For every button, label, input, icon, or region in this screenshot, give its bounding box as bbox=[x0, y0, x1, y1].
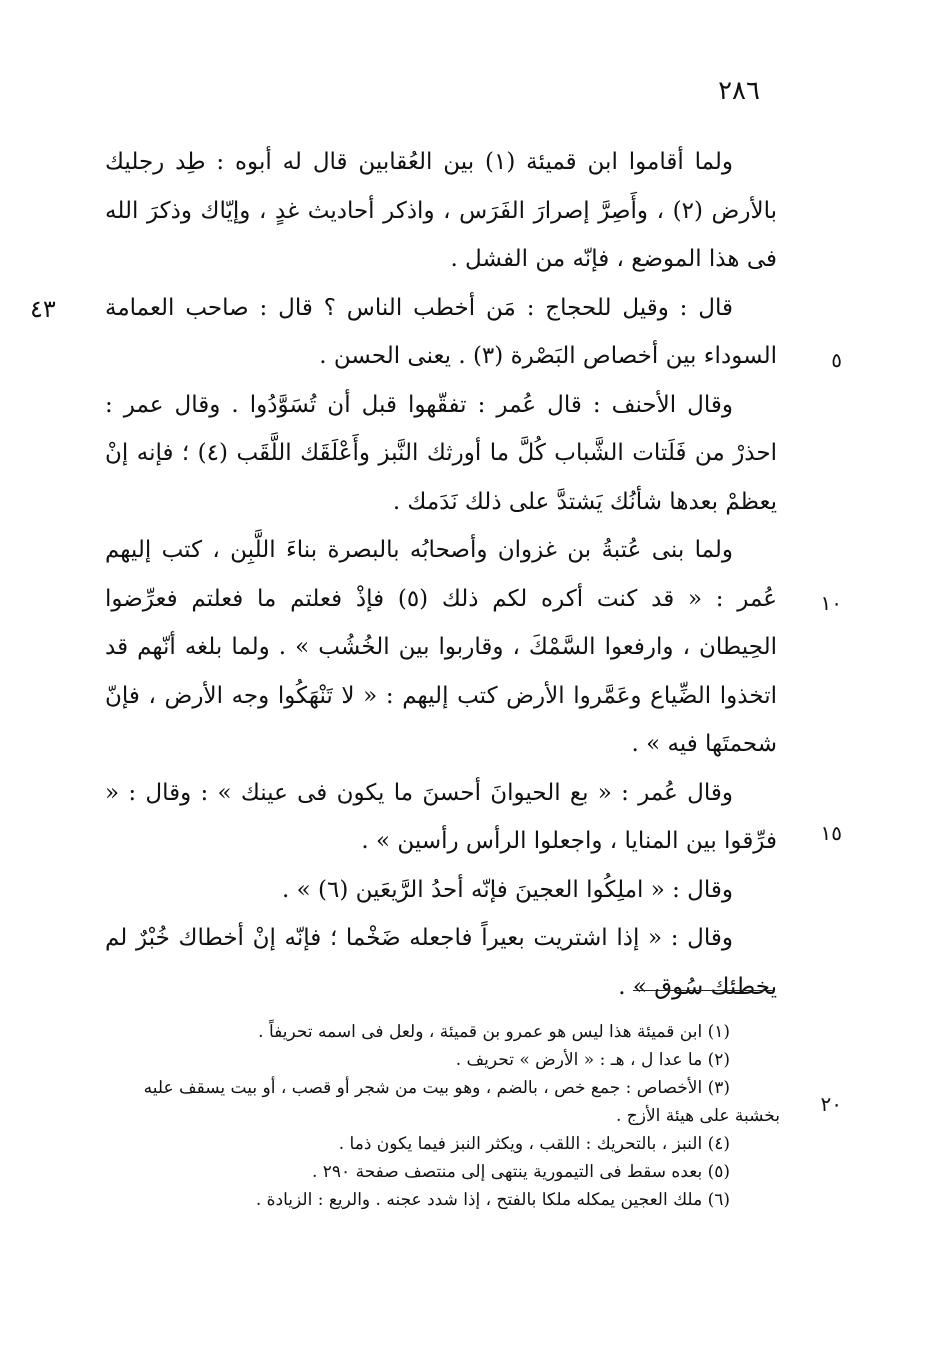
margin-line-number-5: ٥ bbox=[831, 348, 842, 372]
footnote-separator bbox=[633, 990, 773, 991]
paragraph: ولما أقاموا ابن قميئة (١) بين العُقابين قال له أبوه : طِد رجليك بالأرض (٢) ، وأَصِرَّ إصرارَ الفَرَس ، واذكر أحاديث غدٍ ، وإيّاك وذكرَ الله فى هذا الموضع ، فإنّه من الفشل . bbox=[105, 149, 777, 272]
paragraph: وقال الأحنف : قال عُمر : تفقّهوا قبل أن تُسَوَّدُوا . وقال عمر : احذرْ من فَلَتات الشَّباب كُلَّ ما أورثك النَّبز وأَعْلَقَك اللَّقَب (٤) ؛ فإنه إنْ يعظمْ بعدها شأنُك يَشتدَّ على ذلك نَدَمك . bbox=[105, 391, 777, 515]
footnote-continuation: بخشبة على هيئة الأزج . bbox=[615, 1106, 780, 1126]
footnote: (٢) ما عدا ل ، هـ : « الأرض » تحريف . bbox=[455, 1050, 730, 1070]
paragraph: وقال عُمر : « بع الحيوانَ أحسنَ ما يكون فى عينك » : وقال : « فرِّقوا بين المنايا ، واجعلوا الرأس رأسين » . bbox=[105, 779, 777, 854]
margin-page-reference: ٤٣ bbox=[30, 295, 56, 323]
margin-line-number-15: ١٥ bbox=[820, 821, 842, 845]
margin-line-number-20: ٢٠ bbox=[820, 1092, 842, 1116]
paragraph: وقال : « إذا اشتريت بعيراً فاجعله ضَخْما ؛ فإنّه إنْ أخطاك خُبْرٌ لم يخطئك سُوق » . bbox=[105, 925, 777, 1000]
footnotes bbox=[100, 1018, 780, 1214]
footnote: (٤) النبز ، بالتحريك : اللقب ، ويكثر النبز فيما يكون ذما . bbox=[338, 1134, 730, 1154]
main-text bbox=[105, 138, 777, 1011]
footnote: (١) ابن قميئة هذا ليس هو عمرو بن قميئة ، ولعل فى اسمه تحريفاً . bbox=[258, 1022, 730, 1042]
footnote: (٦) ملك العجين يمكله ملكا بالفتح ، إذا شدد عجنه . والريع : الزيادة . bbox=[255, 1190, 730, 1210]
paragraph: ولما بنى عُتبةُ بن غزوان وأصحابُه بالبصرة بناءَ اللَّبِن ، كتب إليهم عُمر : « قد كنت أكره لكم ذلك (٥) فإذْ فعلتم ما فعلتم فعرِّضوا الحِيطان ، وارفعوا السَّمْكَ ، وقاربوا بين الخُشُب » . ولما بلغه أنّهم قد اتخذوا الضِّياع وعَمَّروا الأرض كتب إليهم : « لا تَنْهَكُوا وجه الأرض ، فإنّ شحمتَها فيه » . bbox=[105, 537, 777, 757]
paragraph: وقال : « املِكُوا العجينَ فإنّه أحدُ الرَّيعَين (٦) » . bbox=[282, 876, 733, 903]
page-number: ٢٨٦ bbox=[718, 76, 760, 106]
paragraph: قال : وقيل للحجاج : مَن أخطب الناس ؟ قال : صاحب العمامة السوداء بين أخصاص البَصْرة (٣) . يعنى الحسن . bbox=[105, 294, 777, 369]
footnote: (٣) الأخصاص : جمع خص ، بالضم ، وهو بيت من شجر أو قصب ، أو بيت يسقف عليه bbox=[143, 1078, 730, 1098]
margin-line-number-10: ١٠ bbox=[820, 591, 842, 615]
footnote: (٥) بعده سقط فى التيمورية ينتهى إلى منتصف صفحة ٢٩٠ . bbox=[311, 1162, 730, 1182]
